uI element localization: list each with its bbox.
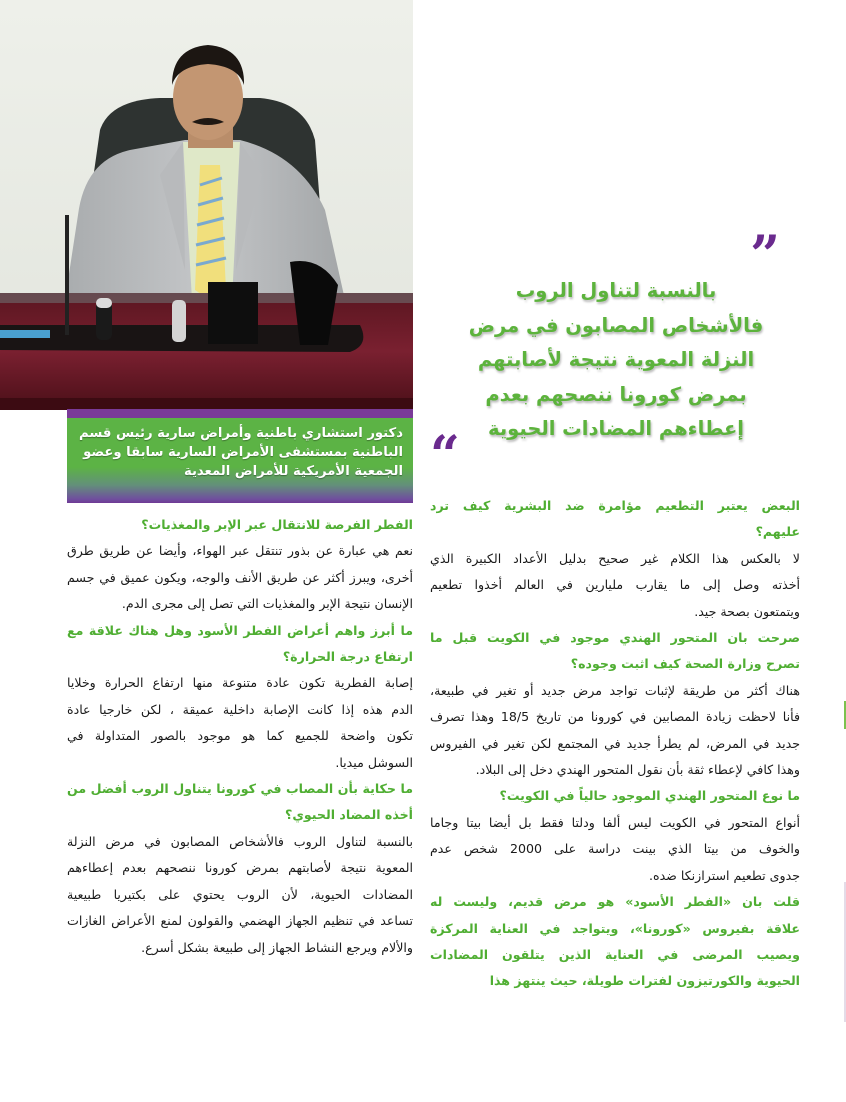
text-line: أنواع المتحور في الكويت ليس ألفا ودلتا فقط بل أيضا بيتا وجاما	[430, 814, 800, 830]
interview-answer	[67, 829, 413, 961]
text-line: هناك أكثر من طريقة لإثبات تواجد مرض جديد أو تغير في طبيعة،	[430, 682, 800, 698]
pull-quote-line: فالأشخاص المصابون في مرض	[468, 313, 764, 337]
text-line: ما نوع المتحور الهندي الموجود حالياً في الكويت؟	[499, 788, 800, 804]
text-line: لا بالعكس هذا الكلام غير صحيح بدليل الأعداد الكبيرة الذي	[430, 550, 800, 566]
interview-question	[430, 493, 800, 546]
photo-caption	[67, 409, 413, 503]
doctor-portrait-photo	[0, 0, 413, 410]
caption-line: دكتور استشاري باطنية وأمراض سارية رئيس قسم	[78, 426, 403, 441]
interview-question	[67, 512, 413, 538]
text-line: أخذته وصل إلى ما يقارب مليارين في العالم أخذوا تطعيم	[430, 577, 800, 593]
pull-quote-line: بمرض كورونا ننصحهم بعدم	[485, 382, 747, 406]
caption-line: الجمعية الأمريكية للأمراض المعدية	[183, 464, 403, 479]
text-line: ما أبرز واهم أعراض الفطر الأسود وهل هناك علاقة مع	[67, 622, 413, 638]
text-line: الإنسان نتيجة الإبر والمغذيات التي تصل إلى مجرى الدم.	[121, 596, 413, 612]
interview-question	[430, 625, 800, 678]
left-article-column	[67, 512, 413, 961]
text-line: البعض يعتبر التطعيم مؤامرة ضد البشرية كيف ترد	[430, 498, 800, 513]
text-line: الفطر الفرصة للانتقال عبر الإبر والمغذيات؟	[141, 517, 413, 532]
text-line: الدم هذه إذا كانت الإصابة داخلية عميقة ، لكن خارجيا عادة	[67, 701, 413, 717]
text-line: جديد في المرض، لم يطرأ جديد في المجتمع لكن تغير في الفيروس	[430, 735, 800, 751]
interview-question	[67, 776, 413, 829]
open-quote-mark-icon: ”	[750, 225, 780, 286]
caption-line: الباطنية بمستشفى الأمراض السارية سابقا وعضو	[83, 445, 403, 460]
text-line: فأنا لاحظت زيادة المصابين في كورونا من تاريخ 18/5 وهذا تصرف	[430, 709, 800, 725]
portrait-illustration	[0, 0, 413, 410]
interview-question	[67, 618, 413, 671]
interview-question	[430, 783, 800, 809]
pull-quote	[430, 225, 800, 486]
text-line: أخرى، ويبرز أكثر عن طريق الأنف والوجه، ويكون عميق في جسم	[67, 569, 413, 585]
text-line: ويصيب المرضى في العناية الذين يتلقون المضادات	[430, 946, 800, 962]
text-line: إصابة الفطرية تكون عادة متنوعة منها ارتفاع الحرارة وخلايا	[67, 675, 413, 691]
text-line: والألام ويرجع النشاط الجهاز إلى طبيعة بشكل أسرع.	[141, 939, 413, 955]
right-article-column	[430, 493, 800, 995]
text-line: الحيوية والكورتيزون لفترات طويلة، حيث ينتهز هذا	[489, 973, 800, 989]
text-line: المعوية نتيجة لأصابتهم بمرض كورونا ننصحهم بعدم إعطاءهم	[67, 860, 413, 876]
text-line: المضادات الحيوية، لأن الروب يحتوي على بكتيريا طبيعية	[67, 886, 413, 902]
text-line: علاقة بفيروس «كورونا»، ويتواجد في العناية المركزة	[430, 920, 800, 936]
text-line: عليهم؟	[755, 524, 800, 540]
pull-quote-line: إعطاءهم المضادات الحيوية	[488, 417, 744, 440]
text-line: تصرح وزارة الصحة كيف اثبت وجوده؟	[570, 656, 800, 672]
close-quote-mark-icon: “	[430, 425, 460, 486]
text-line: تساعد في تنظيم الجهاز الهضمي والقولون لمنع الأعراض الغازات	[67, 913, 413, 929]
pull-quote-line: النزلة المعوية نتيجة لأصابتهم	[477, 348, 755, 371]
text-line: أخذه المضاد الحيوي؟	[285, 807, 413, 823]
text-line: نعم هي عبارة عن بذور تنتقل عبر الهواء، وأيضا عن طريق طرق	[67, 543, 413, 559]
interview-answer	[430, 546, 800, 625]
text-line: وهذا كافي لإعطاء ثقة بأن نقول المتحور الهندي دخل إلى البلاد.	[475, 762, 800, 778]
text-line: جدوى تطعيم استرازنكا ضده.	[648, 867, 800, 883]
text-line: بالنسبة لتناول الروب فالأشخاص المصابون في مرض النزلة	[67, 833, 413, 849]
interview-answer	[67, 670, 413, 776]
pull-quote-line: بالنسبة لتناول الروب	[515, 279, 717, 302]
pull-quote-text	[450, 274, 782, 447]
interview-answer	[430, 810, 800, 889]
text-line: ارتفاع درجة الحرارة؟	[282, 649, 413, 665]
text-line: قلت بان «الفطر الأسود» هو مرض قديم، وليست له	[430, 894, 800, 910]
text-line: السوشل ميديا.	[335, 754, 413, 770]
text-line: والخوف من بيتا الذي بينت دراسة على 2000 شخص عدم	[430, 841, 800, 857]
text-line: صرحت بان المتحور الهندي موجود في الكويت قبل ما	[430, 630, 800, 646]
interview-answer	[67, 538, 413, 617]
text-line: ما حكاية بأن المصاب في كورونا يتناول الروب أفضل من	[67, 781, 413, 797]
text-line: تكون واضحة للجميع كما هو موجود بالصور المتداولة في	[67, 728, 413, 744]
interview-question	[430, 889, 800, 995]
text-line: ويتمتعون بصحة جيد.	[694, 603, 800, 619]
interview-answer	[430, 678, 800, 784]
